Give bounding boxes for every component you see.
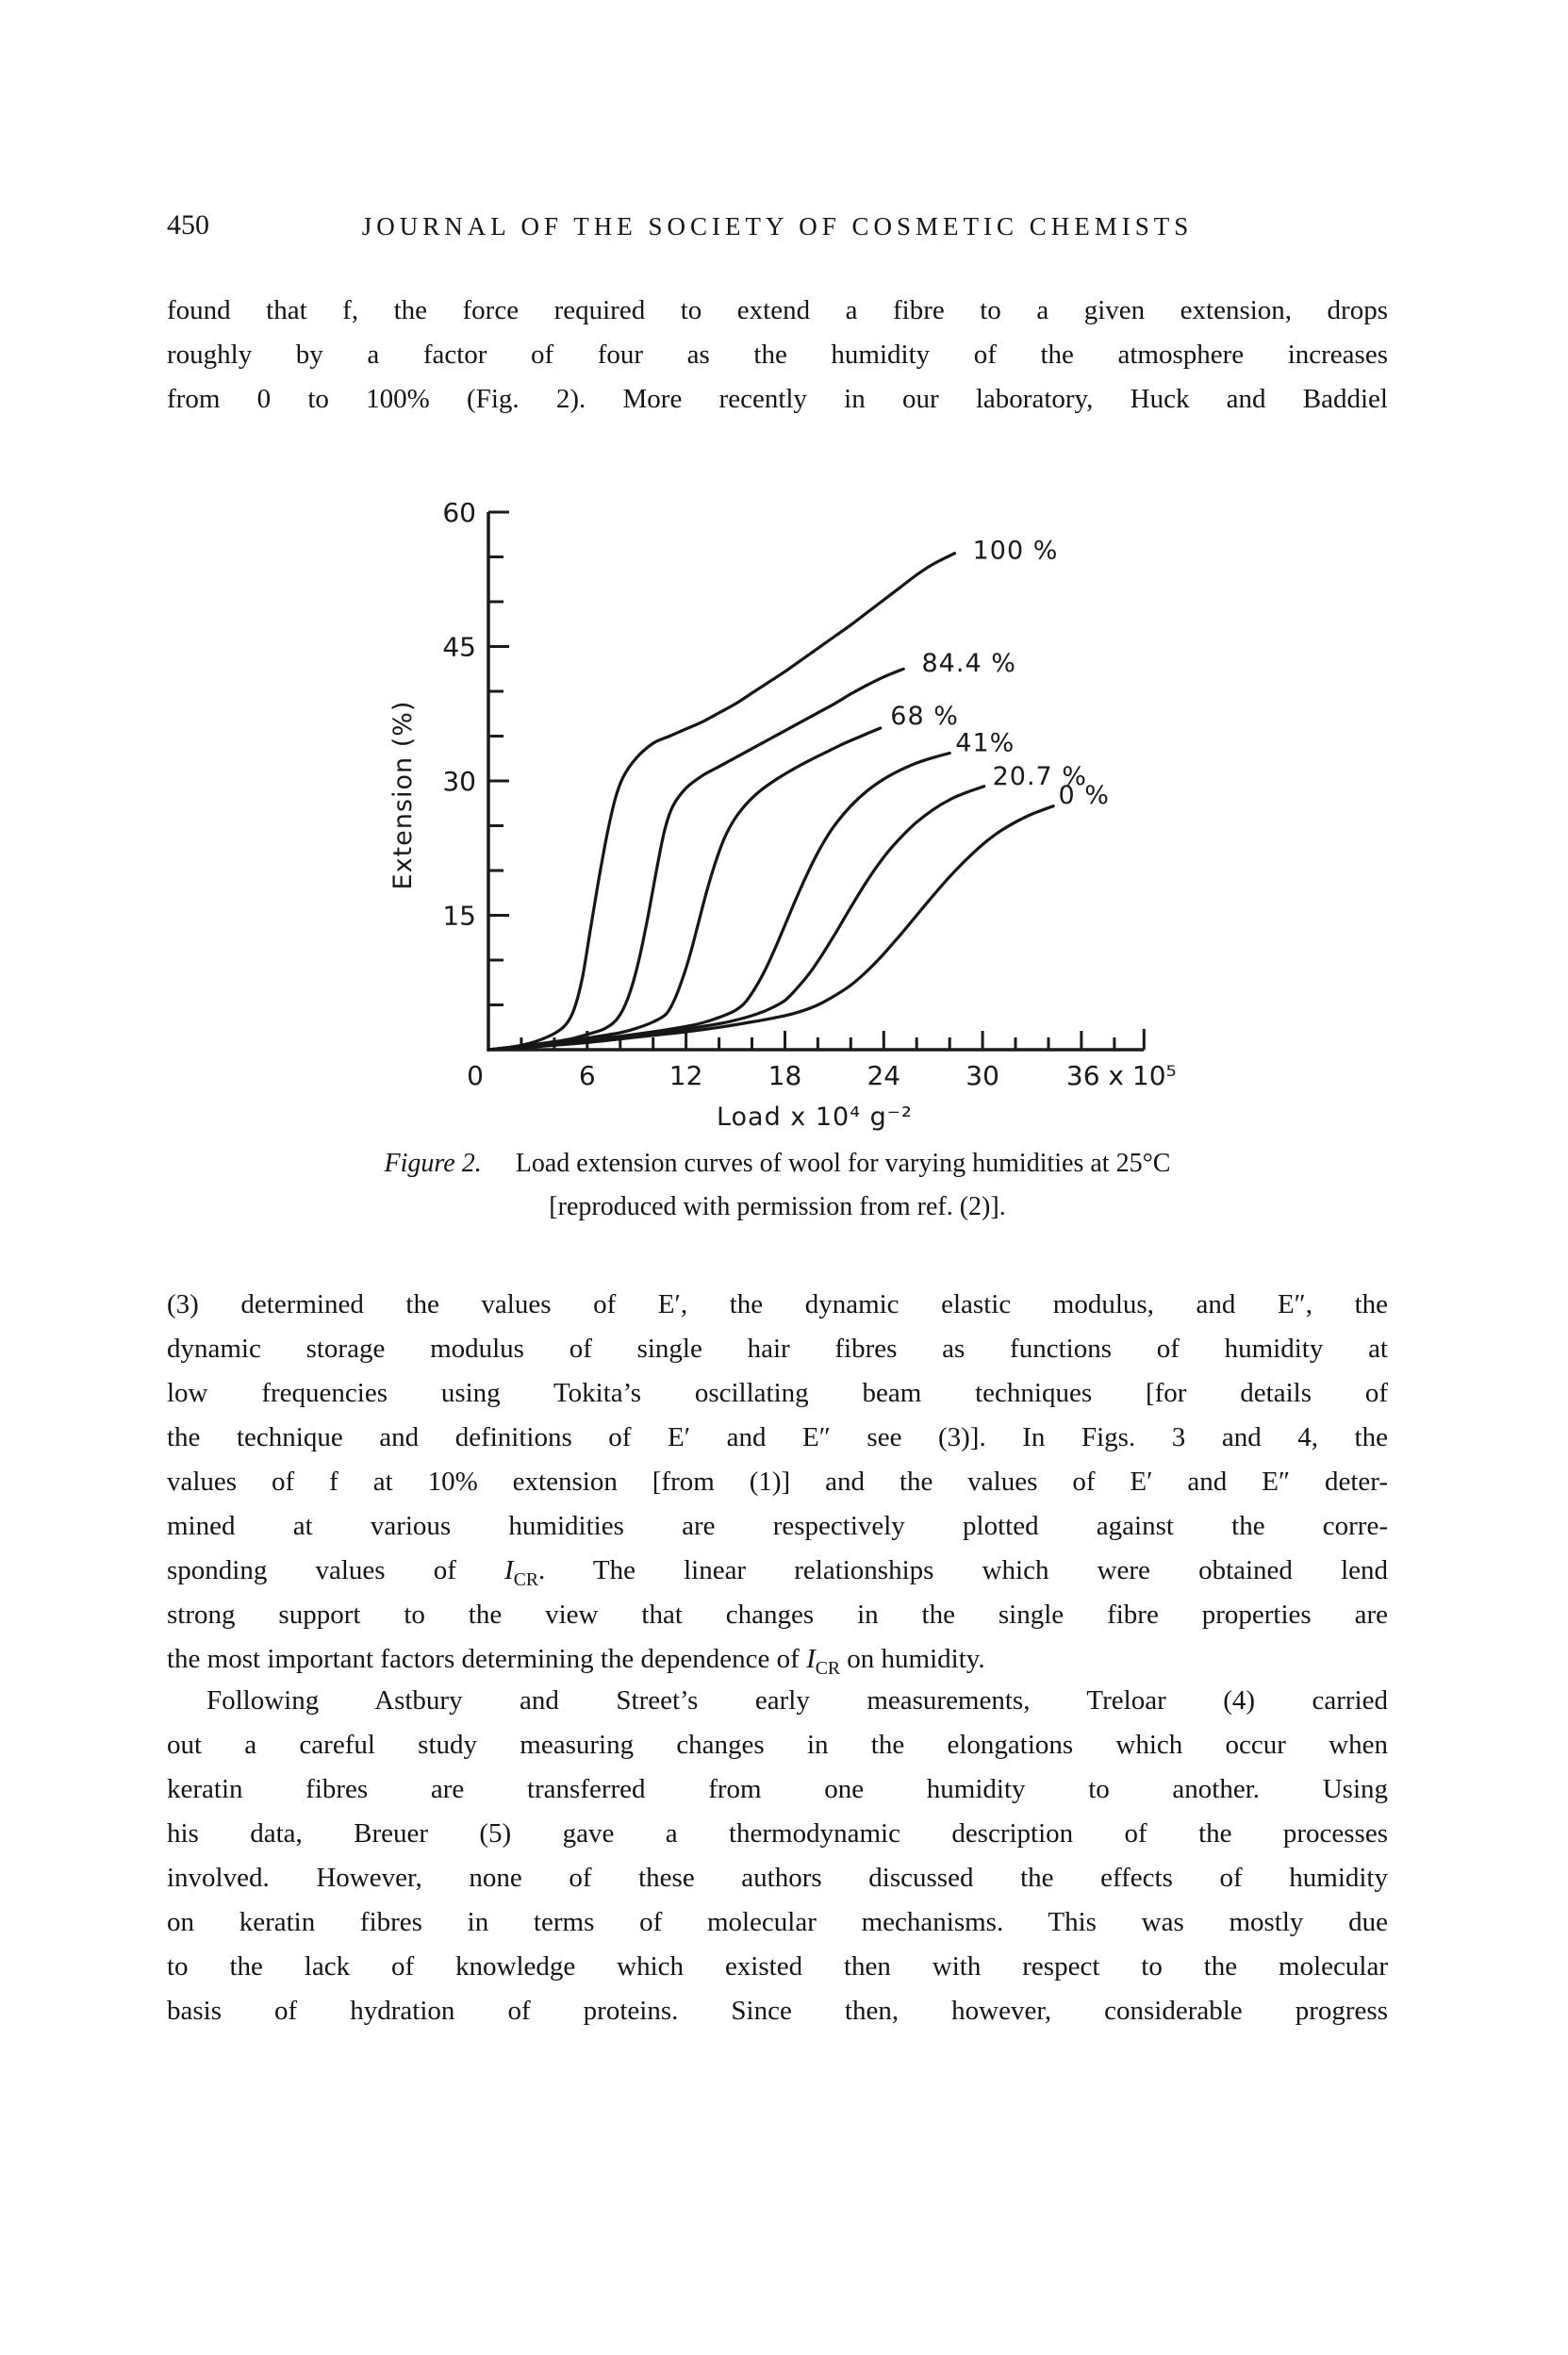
text-run: the most important factors determining the dependence of	[167, 1644, 807, 1674]
text-line: keratin fibres are transferred from one humidity to another. Using	[167, 1774, 1388, 1804]
x-tick-label: 24	[867, 1060, 901, 1091]
curve-label: 0 %	[1058, 780, 1110, 810]
text-line: dynamic storage modulus of single hair fibres as functions of humidity at	[167, 1334, 1388, 1364]
figure-caption-label: Figure 2.	[384, 1149, 482, 1178]
text-line: low frequencies using Tokita’s oscillating beam techniques [for details of	[167, 1378, 1388, 1408]
text-line: found that f, the force required to extend a fibre to a given extension, drops	[167, 295, 1388, 325]
text-run: . The linear relationships which were obtained lend	[537, 1555, 1388, 1585]
text-line	[167, 1549, 1388, 1593]
paragraph-2	[167, 1283, 1388, 1682]
text-line: basis of hydration of proteins. Since then, however, considerable progress	[167, 1996, 1388, 2026]
figure-caption-credit: [reproduced with permission from ref. (2)].	[549, 1192, 1006, 1221]
x-tick-label: 12	[668, 1060, 703, 1091]
curve-label: 84.4 %	[921, 649, 1016, 679]
symbol-I-cr: I	[504, 1555, 514, 1585]
y-axis-label: Extension (%)	[388, 700, 418, 890]
text-line: (3) determined the values of E′, the dynamic elastic modulus, and E″, the	[167, 1289, 1388, 1319]
paragraph-3	[167, 1679, 1388, 2033]
text-line: from 0 to 100% (Fig. 2). More recently in our laboratory, Huck and Baddiel	[167, 384, 1388, 414]
page-number: 450	[167, 209, 209, 240]
y-tick-label: 15	[442, 900, 476, 932]
figure-2-load-extension-chart	[311, 472, 1311, 1141]
curve-41pct	[488, 754, 949, 1051]
curve-100pct	[488, 554, 954, 1050]
y-tick-label: 60	[442, 497, 476, 528]
curve-label: 20.7 %	[992, 761, 1087, 791]
text-line: involved. However, none of these authors discussed the effects of humidity	[167, 1863, 1388, 1893]
x-tick-label: 6	[578, 1060, 596, 1091]
figure-caption-line1	[167, 1143, 1388, 1185]
x-tick-label: 0	[467, 1060, 484, 1091]
text-line: Following Astbury and Street’s early measurements, Treloar (4) carried	[206, 1685, 1388, 1716]
text-run: sponding values of	[167, 1555, 505, 1585]
text-line: mined at various humidities are respectively plotted against the corre-	[167, 1511, 1388, 1541]
subscript-cr: CR	[815, 1657, 841, 1679]
curve-label: 100 %	[972, 536, 1059, 566]
text-line: strong support to the view that changes in the single fibre properties are	[167, 1600, 1388, 1630]
text-line: his data, Breuer (5) gave a thermodynamic description of the processes	[167, 1818, 1388, 1849]
curve-label: 41%	[955, 728, 1015, 758]
text-line: the technique and definitions of E′ and E″ see (3)]. In Figs. 3 and 4, the	[167, 1422, 1388, 1452]
x-tick-label: 18	[767, 1060, 802, 1091]
text-line: values of f at 10% extension [from (1)] and the values of E′ and E″ deter-	[167, 1467, 1388, 1497]
text-line: on keratin fibres in terms of molecular mechanisms. This was mostly due	[167, 1907, 1388, 1937]
page-header	[167, 209, 1388, 247]
text-run: on humidity.	[840, 1644, 985, 1674]
text-line: roughly by a factor of four as the humidity of the atmosphere increases	[167, 340, 1388, 370]
subscript-cr: CR	[513, 1568, 538, 1590]
text-line	[167, 1637, 1388, 1682]
symbol-I-cr: I	[806, 1644, 816, 1674]
text-line: out a careful study measuring changes in the elongations which occur when	[167, 1730, 1388, 1760]
paragraph-1	[167, 289, 1388, 422]
y-tick-label: 30	[442, 766, 476, 797]
journal-title: JOURNAL OF THE SOCIETY OF COSMETIC CHEMISTS	[361, 212, 1194, 240]
x-tick-label: 36 x 10⁵	[1065, 1060, 1177, 1091]
text-line: to the lack of knowledge which existed then with respect to the molecular	[167, 1951, 1388, 1982]
y-tick-label: 45	[442, 631, 476, 663]
figure-caption-text: Load extension curves of wool for varying humidities at 25°C	[515, 1149, 1171, 1178]
curve-label: 68 %	[890, 702, 959, 732]
x-axis-label: Load x 10⁴ g⁻²	[716, 1103, 913, 1132]
x-tick-label: 30	[966, 1060, 999, 1091]
figure-caption	[167, 1143, 1388, 1228]
